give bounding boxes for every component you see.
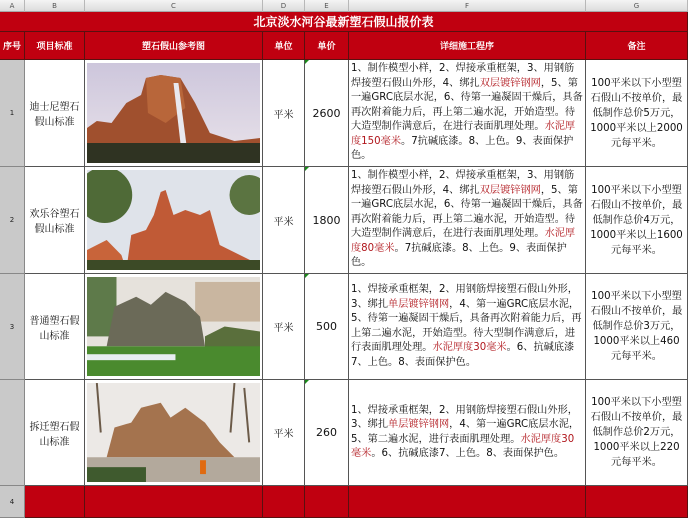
detail-segment: 1、焊接承重框架，2、用钢筋焊接塑石假山外形，3、绑扎 — [351, 284, 578, 310]
column-header-c[interactable] — [85, 0, 263, 12]
rockery-reference-photo — [85, 60, 263, 167]
empty-red-cell[interactable] — [85, 486, 263, 518]
detail-segment: 1、焊接承重框架，2、用钢筋焊接塑石假山外形，3、绑扎 — [351, 404, 578, 430]
row-number[interactable] — [0, 167, 25, 274]
highlight-text: 水泥厚度150毫米 — [351, 121, 576, 147]
project-standard — [25, 167, 85, 274]
cell-comment-indicator-icon — [305, 167, 309, 171]
detail-segment: 。6、抗碱底漆7、上色。8、表面保护色。 — [351, 342, 575, 368]
highlight-text: 水泥厚度30毫米 — [432, 342, 507, 353]
row-number-text: 2 — [9, 216, 15, 224]
header-note[interactable] — [586, 32, 688, 60]
unit-price-text: 2600 — [312, 106, 341, 120]
header-image-text: 塑石假山参考图 — [141, 42, 205, 52]
remark-text: 100平米以下小型塑石假山不按单价，最低制作总价3万元，1000平米以上460元每平米。 — [590, 291, 683, 362]
project-standard-text: 迪士尼塑石假山标准 — [29, 102, 80, 128]
highlight-text: 单层镀锌钢网 — [388, 419, 450, 430]
header-detail-text: 详细施工程序 — [439, 42, 494, 52]
unit-text: 平米 — [273, 216, 294, 228]
construction-detail — [349, 60, 586, 167]
row-number[interactable] — [0, 380, 25, 486]
header-seq[interactable] — [0, 32, 25, 60]
construction-detail-text — [351, 404, 583, 462]
cell-comment-indicator-icon — [305, 60, 309, 64]
detail-segment: 。7抗碱底漆。8、上色。9、表面保护色。 — [351, 135, 574, 162]
row-number-text: 1 — [9, 109, 15, 117]
unit — [263, 380, 305, 486]
remark-text: 100平米以下小型塑石假山不按单价，最低制作总价2万元，1000平米以上220元每平米。 — [590, 397, 683, 468]
remark — [586, 274, 688, 380]
detail-segment: ，4、第一遍GRC底层水泥，5、待第一遍凝固干燥后，具备再次附着能力后，再上第二遍水泥，开始造型。待大型制作满意后，进行表面肌理处理。 — [351, 298, 582, 353]
construction-detail — [349, 274, 586, 380]
sheet-title-text: 北京淡水河谷最新塑石假山报价表 — [253, 15, 434, 29]
row-number[interactable] — [0, 274, 25, 380]
construction-detail — [349, 380, 586, 486]
highlight-text: 双层镀锌钢网 — [479, 184, 541, 196]
highlight-text: 水泥厚度80毫米 — [351, 228, 576, 254]
empty-red-cell[interactable] — [586, 486, 688, 518]
column-header-d[interactable] — [263, 0, 305, 12]
unit-price — [305, 60, 349, 167]
header-standard-text: 项目标准 — [36, 42, 73, 52]
column-header-f-text: F — [464, 2, 470, 10]
sheet-title[interactable] — [0, 12, 688, 32]
column-header-a-text: A — [9, 2, 15, 10]
project-standard — [25, 60, 85, 167]
remark — [586, 380, 688, 486]
detail-segment: ，4、第一遍GRC底层水泥，5、第二遍水泥，进行表面肌理处理。 — [351, 419, 580, 445]
header-standard[interactable] — [25, 32, 85, 60]
unit-price-text: 500 — [316, 320, 337, 333]
rockery-reference-photo — [85, 167, 263, 274]
column-header-f[interactable] — [349, 0, 586, 12]
detail-segment: 。7抗碱底漆。8、上色。9、表面保护色。 — [351, 242, 567, 269]
construction-detail-text — [351, 169, 583, 271]
empty-red-cell[interactable] — [349, 486, 586, 518]
column-header-g[interactable] — [586, 0, 688, 12]
column-header-e-text: E — [324, 2, 329, 10]
highlight-text: 双层镀锌钢网 — [479, 77, 541, 89]
unit-price-text: 1800 — [312, 213, 341, 227]
unit-price-text: 260 — [316, 426, 337, 439]
remark-text: 100平米以下小型塑石假山不按单价，最低制作总价4万元，1000平米以上1600元每平米。 — [590, 184, 683, 256]
row-number-text: 3 — [9, 322, 15, 331]
unit — [263, 274, 305, 380]
empty-red-cell[interactable] — [305, 486, 349, 518]
unit — [263, 60, 305, 167]
project-standard-text: 欢乐谷塑石假山标准 — [29, 209, 80, 235]
remark-text: 100平米以下小型塑石假山不按单价，最低制作总价5万元，1000平米以上2000元每平米。 — [590, 77, 683, 149]
column-header-e[interactable] — [305, 0, 349, 12]
header-price[interactable] — [305, 32, 349, 60]
construction-detail-text — [351, 283, 583, 370]
column-header-c-text: C — [171, 2, 176, 10]
detail-segment: 1、制作模型小样，2、焊接承重框架，3、用钢筋焊接塑石假山外形，4、绑扎 — [351, 63, 575, 89]
column-header-g-text: G — [633, 2, 640, 10]
unit-text: 平米 — [273, 323, 294, 334]
header-image[interactable] — [85, 32, 263, 60]
unit-price — [305, 274, 349, 380]
remark — [586, 60, 688, 167]
construction-detail-text — [351, 62, 583, 164]
highlight-text: 水泥厚度30毫米 — [351, 433, 575, 459]
header-seq-text: 序号 — [2, 42, 21, 52]
detail-segment: 。6、抗碱底漆7、上色。8、表面保护色。 — [371, 448, 565, 459]
header-unit-text: 单位 — [274, 42, 293, 52]
empty-red-cell[interactable] — [25, 486, 85, 518]
detail-segment: ，5、第一遍GRC底层水泥，6、待第一遍凝固干燥后，具备再次附着能力后，再上第二遍水泥，开始造型。待大造型制作满意后，在进行表面肌理处理。 — [351, 77, 583, 133]
column-header-d-text: D — [280, 2, 287, 10]
cell-comment-indicator-icon — [305, 274, 309, 278]
column-header-b-text: B — [52, 2, 57, 10]
remark — [586, 167, 688, 274]
detail-segment: 1、制作模型小样，2、焊接承重框架，3、用钢筋焊接塑石假山外形，4、绑扎 — [351, 170, 575, 196]
header-unit[interactable] — [263, 32, 305, 60]
unit-text: 平米 — [273, 109, 294, 121]
highlight-text: 单层镀锌钢网 — [388, 298, 450, 310]
header-price-text: 单价 — [317, 42, 336, 52]
unit-price — [305, 167, 349, 274]
detail-segment: ，5、第一遍GRC底层水泥，6、待第一遍凝固干燥后，具备再次附着能力后，再上第二遍水泥，开始造型。待大造型制作满意后，在进行表面肌理处理。 — [351, 184, 583, 240]
cell-comment-indicator-icon — [305, 380, 309, 384]
construction-detail — [349, 167, 586, 274]
empty-red-cell[interactable] — [263, 486, 305, 518]
header-note-text: 备注 — [627, 42, 646, 52]
rockery-reference-photo — [85, 380, 263, 486]
row-number[interactable] — [0, 60, 25, 167]
unit-price — [305, 380, 349, 486]
project-standard-text: 普通塑石假山标准 — [29, 315, 80, 342]
column-header-a[interactable] — [0, 0, 25, 12]
unit — [263, 167, 305, 274]
unit-text: 平米 — [273, 429, 294, 440]
row-number[interactable] — [0, 486, 25, 518]
column-header-b[interactable] — [25, 0, 85, 12]
project-standard-text: 拆迁塑石假山标准 — [29, 421, 80, 448]
rockery-reference-photo — [85, 274, 263, 380]
row-number-text: 4 — [9, 497, 15, 506]
project-standard — [25, 274, 85, 380]
project-standard — [25, 380, 85, 486]
header-detail[interactable] — [349, 32, 586, 60]
